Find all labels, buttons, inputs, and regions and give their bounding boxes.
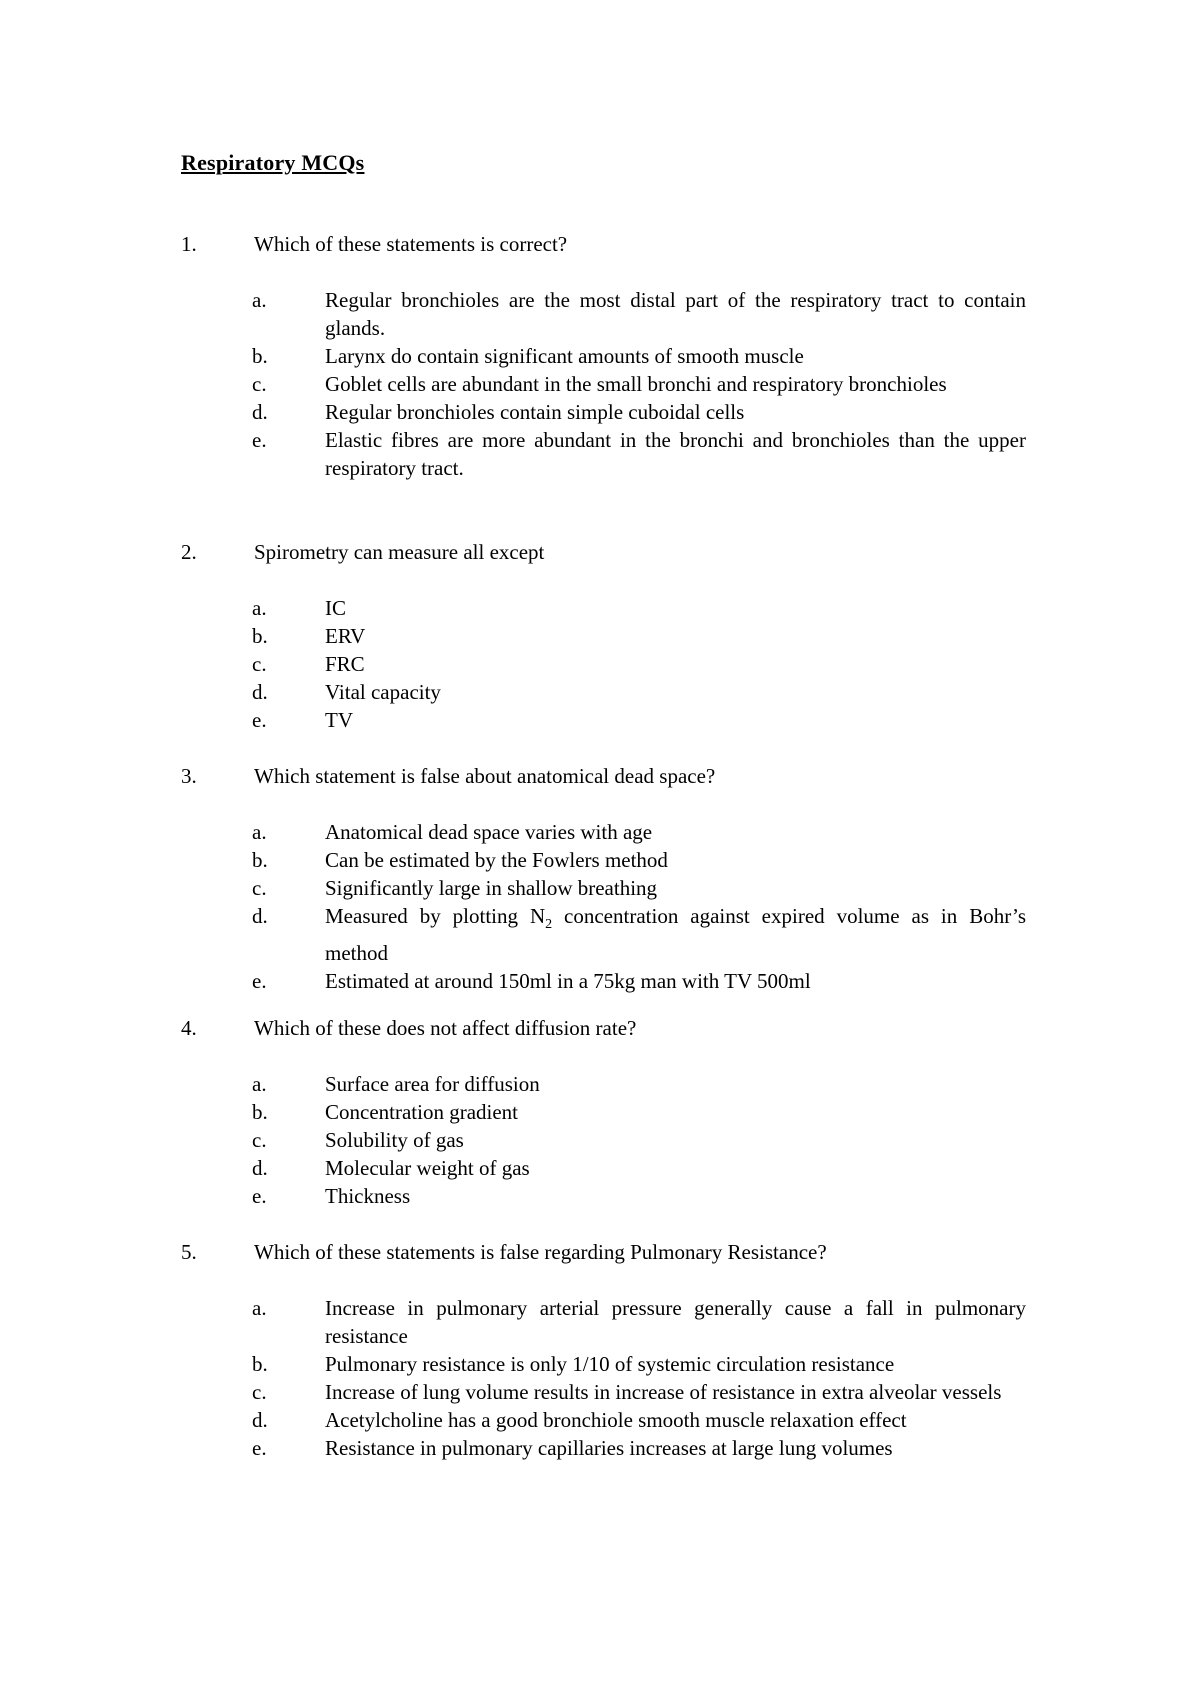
option-letter: c. (252, 652, 267, 676)
option-letter: e. (252, 708, 267, 732)
option-d (181, 1406, 1026, 1434)
option-a (181, 1294, 1026, 1350)
option-text: Resistance in pulmonary capillaries increases at large lung volumes (325, 1436, 893, 1460)
option-text: Pulmonary resistance is only 1/10 of systemic circulation resistance (325, 1352, 895, 1376)
option-letter: d. (252, 1156, 268, 1180)
option-letter: e. (252, 1184, 267, 1208)
question-text: Which statement is false about anatomical dead space? (254, 764, 716, 788)
option-a (181, 1070, 1026, 1098)
option-letter: c. (252, 1128, 267, 1152)
option-list (181, 1070, 1026, 1210)
option-text: Goblet cells are abundant in the small bronchi and respiratory bronchioles (325, 372, 947, 396)
option-d (181, 1154, 1026, 1182)
option-text: Can be estimated by the Fowlers method (325, 848, 668, 872)
option-list (181, 1294, 1026, 1462)
option-letter: e. (252, 428, 267, 452)
question-text: Which of these statements is false regarding Pulmonary Resistance? (254, 1240, 827, 1264)
option-text: FRC (325, 652, 365, 676)
option-d (181, 398, 1026, 426)
option-list (181, 286, 1026, 482)
option-text: TV (325, 708, 353, 732)
option-text: Measured by plotting $N_2$ concentration against expired volume as in Bohr’s method (325, 904, 1026, 966)
option-text: IC (325, 596, 346, 620)
option-text: Estimated at around 150ml in a 75kg man with TV 500ml (325, 969, 811, 994)
option-letter: b. (252, 344, 268, 368)
question-number: 1. (181, 232, 197, 256)
option-a (181, 594, 1026, 622)
option-letter: b. (252, 1100, 268, 1124)
option-text: Thickness (325, 1184, 411, 1208)
option-c (181, 650, 1026, 678)
option-list (181, 594, 1026, 734)
option-c (181, 1126, 1026, 1154)
option-d (181, 902, 1026, 967)
option-text: Significantly large in shallow breathing (325, 876, 658, 900)
option-letter: a. (252, 820, 267, 844)
option-b (181, 342, 1026, 370)
question-number: 4. (181, 1016, 197, 1040)
option-letter: b. (252, 848, 268, 872)
option-c (181, 1378, 1026, 1406)
option-letter: c. (252, 372, 267, 396)
option-text: Acetylcholine has a good bronchiole smooth muscle relaxation effect (325, 1408, 907, 1432)
option-b (181, 1098, 1026, 1126)
option-text: Solubility of gas (325, 1128, 464, 1152)
option-letter: a. (252, 1296, 267, 1320)
option-b (181, 622, 1026, 650)
option-letter: c. (252, 1380, 267, 1404)
option-e (181, 967, 1026, 995)
option-letter: d. (252, 1408, 268, 1432)
option-e (181, 706, 1026, 734)
option-text: Surface area for diffusion (325, 1072, 540, 1096)
option-text: Anatomical dead space varies with age (325, 820, 653, 844)
option-b (181, 1350, 1026, 1378)
option-letter: c. (252, 876, 267, 900)
question-text: Which of these statements is correct? (254, 232, 568, 256)
question-number: 5. (181, 1240, 197, 1264)
option-text: Concentration gradient (325, 1100, 519, 1124)
option-text: Molecular weight of gas (325, 1156, 530, 1180)
question-text: Which of these does not affect diffusion rate? (254, 1016, 637, 1040)
document-title: Respiratory MCQs (181, 150, 365, 175)
option-text: Vital capacity (325, 680, 441, 704)
option-letter: a. (252, 596, 267, 620)
option-c (181, 370, 1026, 398)
option-letter: d. (252, 904, 268, 928)
question-text: Spirometry can measure all except (254, 540, 545, 564)
option-text: Increase in pulmonary arterial pressure generally cause a fall in pulmonary resistance (325, 1296, 1026, 1348)
option-letter: a. (252, 288, 267, 312)
option-b (181, 846, 1026, 874)
option-text: Regular bronchioles are the most distal part of the respiratory tract to contain glands. (325, 288, 1026, 340)
option-e (181, 1434, 1026, 1462)
option-text: Larynx do contain significant amounts of smooth muscle (325, 344, 804, 368)
option-letter: d. (252, 400, 268, 424)
option-text: Increase of lung volume results in increase of resistance in extra alveolar vessels (325, 1380, 1002, 1404)
question-number: 3. (181, 764, 197, 788)
option-c (181, 874, 1026, 902)
option-letter: d. (252, 680, 268, 704)
option-letter: b. (252, 1352, 268, 1376)
option-text: ERV (325, 624, 366, 648)
option-d (181, 678, 1026, 706)
option-e (181, 426, 1026, 482)
subscript: 2 (545, 917, 553, 933)
option-letter: e. (252, 969, 267, 994)
option-a (181, 818, 1026, 846)
option-e (181, 1182, 1026, 1210)
option-text: Regular bronchioles contain simple cuboidal cells (325, 400, 745, 424)
option-letter: b. (252, 624, 268, 648)
question-number: 2. (181, 540, 197, 564)
option-letter: a. (252, 1072, 267, 1096)
option-list (181, 818, 1026, 995)
option-text: Elastic fibres are more abundant in the bronchi and bronchioles than the upper respiratory tract. (325, 428, 1026, 480)
option-a (181, 286, 1026, 342)
option-letter: e. (252, 1436, 267, 1460)
